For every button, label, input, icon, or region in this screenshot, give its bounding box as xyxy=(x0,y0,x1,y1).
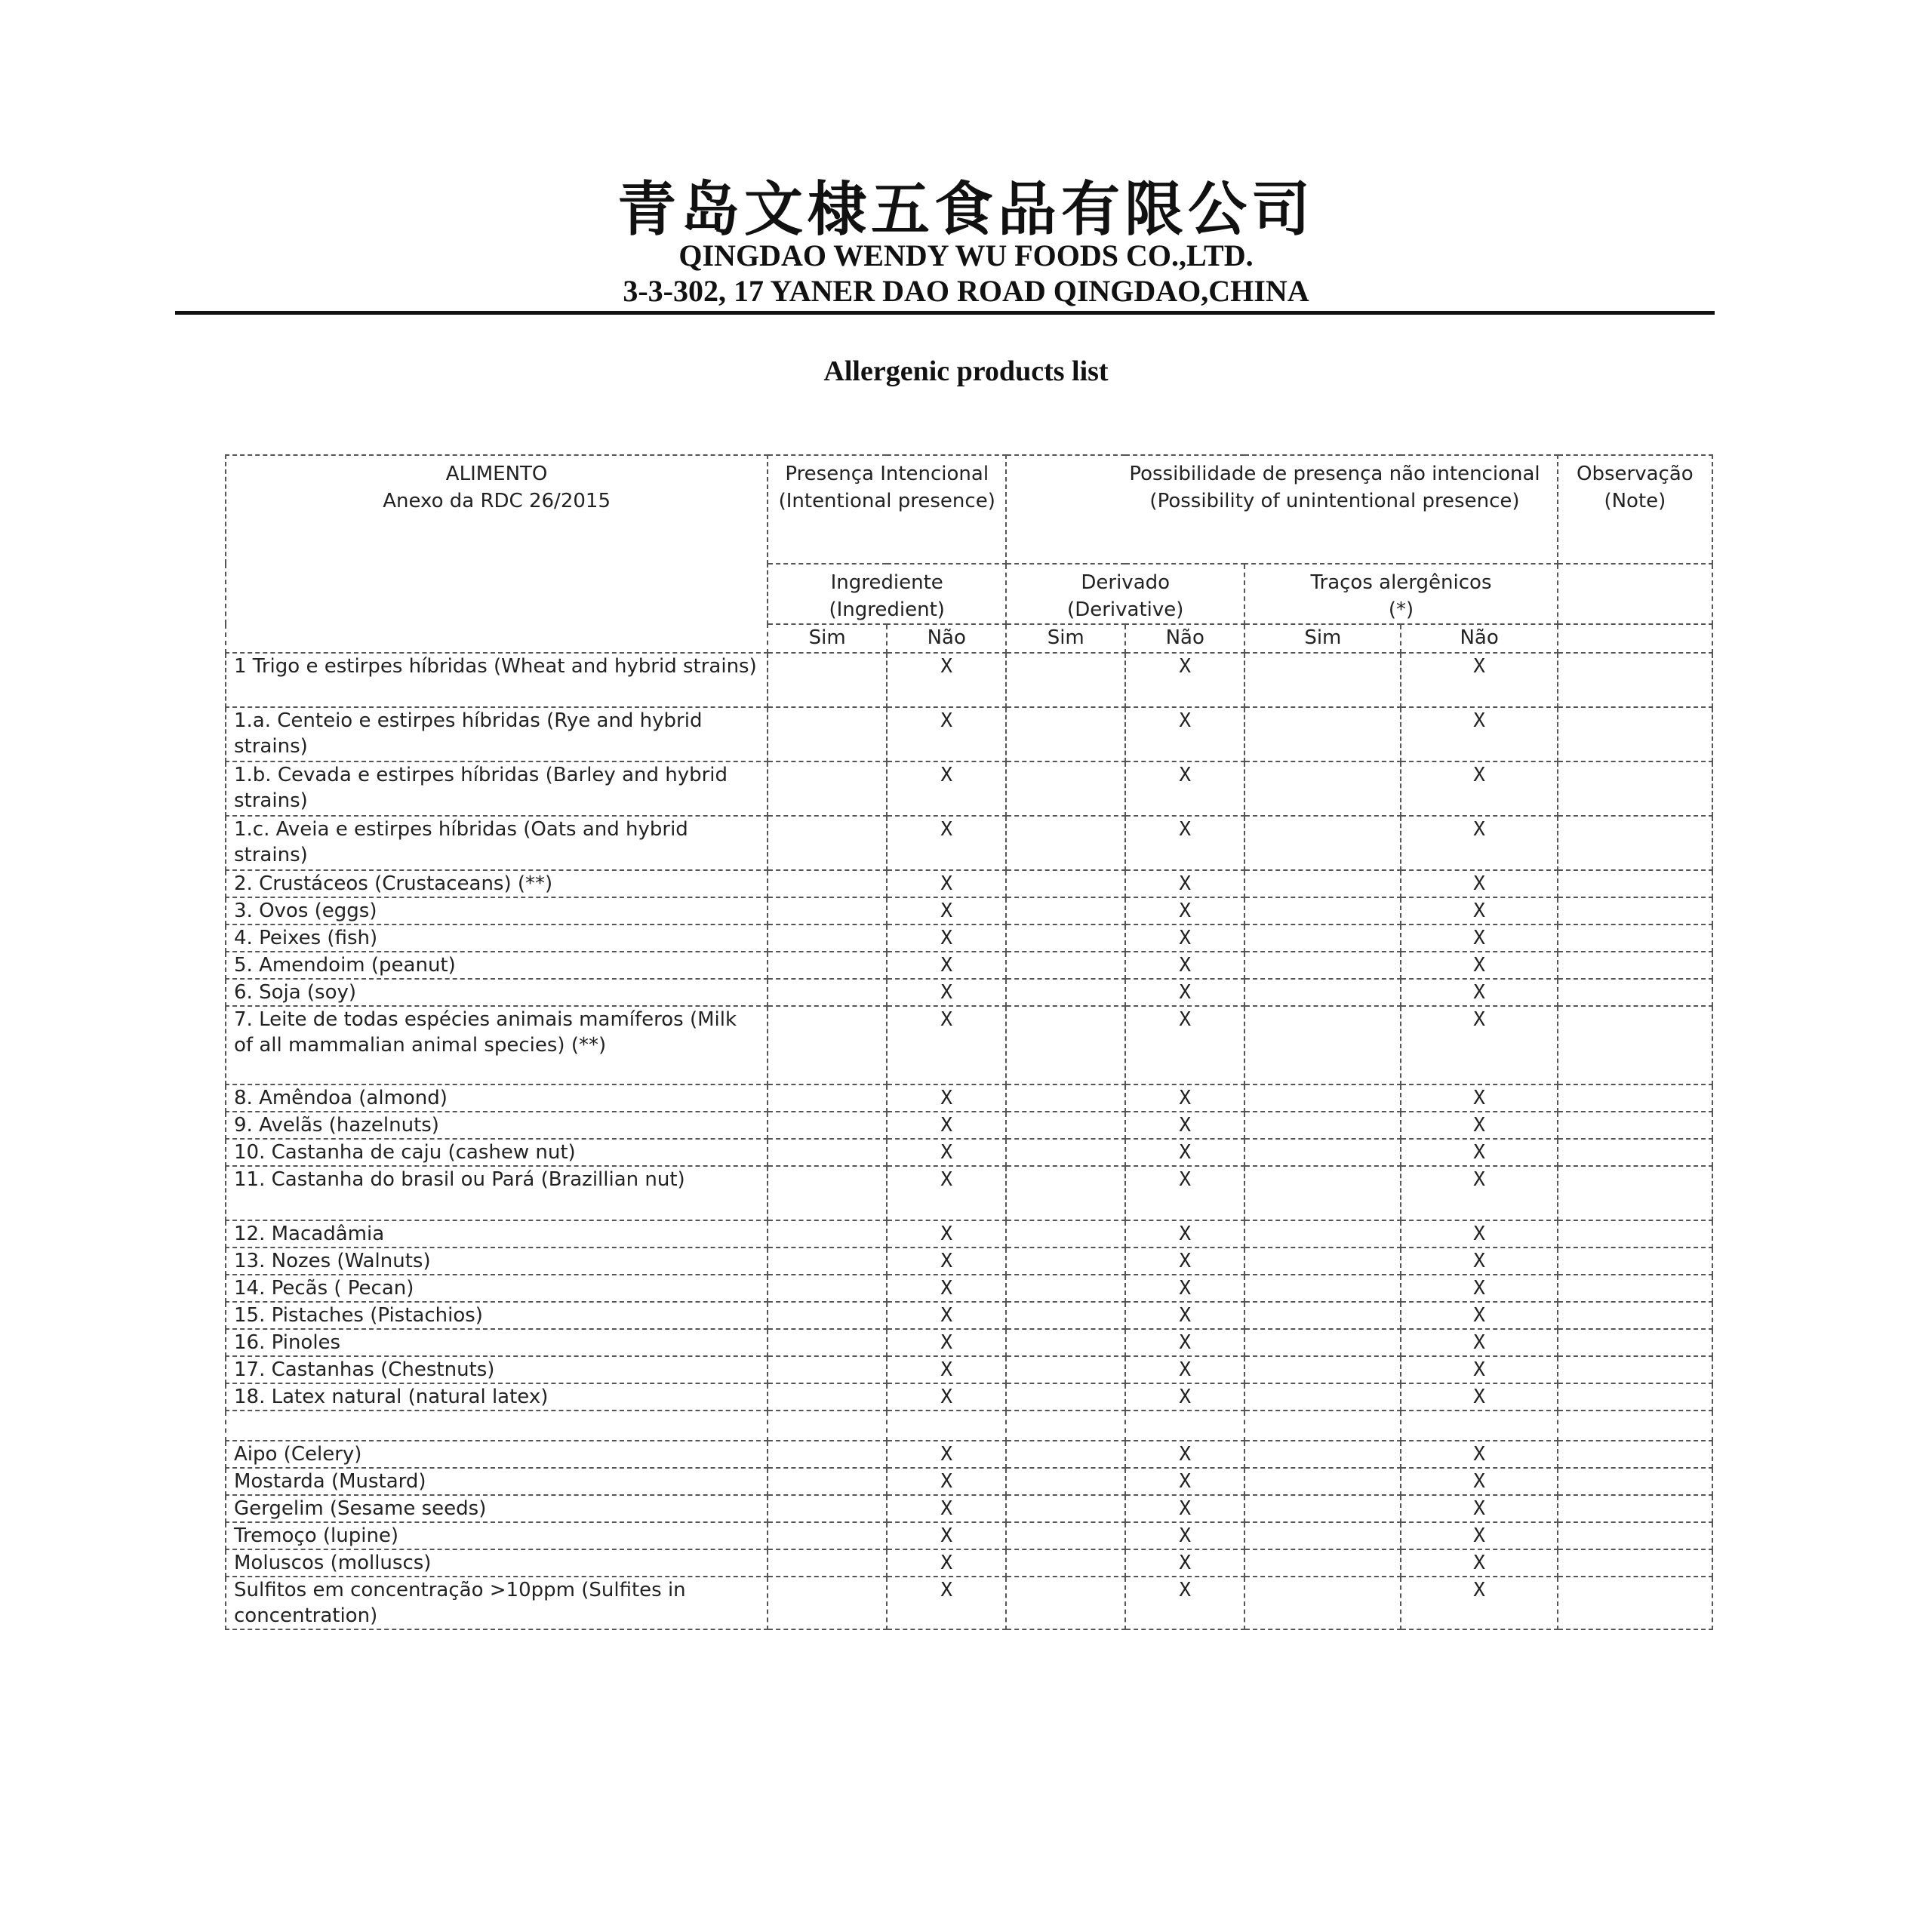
mark-der-nao: X xyxy=(1125,1302,1244,1329)
mark-tr-sim xyxy=(1244,707,1401,761)
food-name: 9. Avelãs (hazelnuts) xyxy=(226,1112,768,1139)
mark-ing-sim xyxy=(768,761,887,816)
mark-der-sim xyxy=(1006,897,1125,924)
mark-der-nao: X xyxy=(1125,816,1244,870)
mark-der-sim xyxy=(1006,952,1125,979)
header-derivative-sim: Sim xyxy=(1006,624,1125,653)
allergen-table-body xyxy=(226,653,1712,1629)
mark-tr-sim xyxy=(1244,1084,1401,1112)
note-cell xyxy=(1558,897,1712,924)
mark-tr-nao: X xyxy=(1401,952,1557,979)
header-derivative: Derivado (Derivative) xyxy=(1006,564,1244,624)
mark-ing-nao: X xyxy=(887,870,1006,897)
company-address: 3-3-302, 17 YANER DAO ROAD QINGDAO,CHINA xyxy=(623,274,1309,308)
food-name: 7. Leite de todas espécies animais mamíferos (Milk of all mammalian animal species) (**) xyxy=(226,1006,768,1084)
note-cell xyxy=(1558,1383,1712,1411)
header-derivative-nao: Não xyxy=(1125,624,1244,653)
mark-tr-sim xyxy=(1244,1468,1401,1495)
table-row xyxy=(226,897,1712,924)
mark-der-nao: X xyxy=(1125,870,1244,897)
mark-der-nao: X xyxy=(1125,1495,1244,1522)
mark-tr-nao: X xyxy=(1401,1166,1557,1220)
note-cell xyxy=(1558,1302,1712,1329)
food-name: Mostarda (Mustard) xyxy=(226,1468,768,1495)
mark-ing-nao: X xyxy=(887,1220,1006,1247)
mark-ing-sim xyxy=(768,979,887,1006)
mark-der-nao: X xyxy=(1125,1549,1244,1577)
mark-tr-nao: X xyxy=(1401,1006,1557,1084)
mark-tr-nao: X xyxy=(1401,870,1557,897)
mark-der-nao: X xyxy=(1125,1329,1244,1356)
mark-der-nao: X xyxy=(1125,761,1244,816)
note-cell xyxy=(1558,1495,1712,1522)
mark-ing-nao: X xyxy=(887,1247,1006,1275)
food-name: 12. Macadâmia xyxy=(226,1220,768,1247)
mark-der-nao: X xyxy=(1125,1275,1244,1302)
mark-ing-nao: X xyxy=(887,1139,1006,1166)
note-cell xyxy=(1558,870,1712,897)
mark-ing-sim xyxy=(768,1139,887,1166)
mark-der-nao: X xyxy=(1125,1247,1244,1275)
mark-ing-nao: X xyxy=(887,1441,1006,1468)
note-cell xyxy=(1558,1468,1712,1495)
note-cell xyxy=(1558,1549,1712,1577)
note-cell xyxy=(1558,816,1712,870)
mark-ing-nao: X xyxy=(887,761,1006,816)
mark-der-sim xyxy=(1006,653,1125,707)
food-name: 13. Nozes (Walnuts) xyxy=(226,1247,768,1275)
food-name: 1.b. Cevada e estirpes híbridas (Barley and hybrid strains) xyxy=(226,761,768,816)
mark-tr-sim xyxy=(1244,1383,1401,1411)
food-name: 18. Latex natural (natural latex) xyxy=(226,1383,768,1411)
mark-ing-nao: X xyxy=(887,1383,1006,1411)
note-cell xyxy=(1558,979,1712,1006)
table-row xyxy=(226,1006,1712,1084)
mark-der-nao: X xyxy=(1125,1006,1244,1084)
mark-der-sim xyxy=(1006,1139,1125,1166)
food-name: 3. Ovos (eggs) xyxy=(226,897,768,924)
mark-tr-sim xyxy=(1244,1577,1401,1629)
food-name: 11. Castanha do brasil ou Pará (Brazillian nut) xyxy=(226,1166,768,1220)
header-note-spacer xyxy=(1558,564,1712,624)
mark-der-nao: X xyxy=(1125,897,1244,924)
mark-der-sim xyxy=(1006,1112,1125,1139)
mark-ing-sim xyxy=(768,1220,887,1247)
mark-tr-nao: X xyxy=(1401,816,1557,870)
mark-ing-sim xyxy=(768,1495,887,1522)
mark-der-sim xyxy=(1006,924,1125,952)
mark-ing-sim xyxy=(768,1549,887,1577)
table-row xyxy=(226,1220,1712,1247)
mark-tr-nao: X xyxy=(1401,1522,1557,1549)
note-cell xyxy=(1558,952,1712,979)
mark-tr-sim xyxy=(1244,816,1401,870)
note-cell xyxy=(1558,1275,1712,1302)
table-row xyxy=(226,1411,1712,1441)
mark-tr-nao: X xyxy=(1401,979,1557,1006)
mark-tr-nao: X xyxy=(1401,1495,1557,1522)
food-name: Aipo (Celery) xyxy=(226,1441,768,1468)
mark-der-sim xyxy=(1006,1549,1125,1577)
table-row xyxy=(226,870,1712,897)
mark-der-sim xyxy=(1006,1275,1125,1302)
table-row xyxy=(226,707,1712,761)
table-row xyxy=(226,1522,1712,1549)
mark-der-nao: X xyxy=(1125,924,1244,952)
mark-der-sim xyxy=(1006,1302,1125,1329)
mark-der-sim xyxy=(1006,1329,1125,1356)
note-cell xyxy=(1558,1577,1712,1629)
mark-tr-nao: X xyxy=(1401,924,1557,952)
mark-tr-sim xyxy=(1244,1275,1401,1302)
company-name-english: QINGDAO WENDY WU FOODS CO.,LTD. xyxy=(678,238,1254,272)
mark-tr-nao: X xyxy=(1401,1247,1557,1275)
mark-tr-sim xyxy=(1244,979,1401,1006)
mark-ing-nao: X xyxy=(887,1329,1006,1356)
mark-der-nao: X xyxy=(1125,1356,1244,1383)
mark-ing-nao: X xyxy=(887,1468,1006,1495)
mark-der-sim xyxy=(1006,1247,1125,1275)
header-traces-sim: Sim xyxy=(1244,624,1401,653)
mark-ing-sim xyxy=(768,1522,887,1549)
mark-ing-sim xyxy=(768,1356,887,1383)
mark-der-nao: X xyxy=(1125,1166,1244,1220)
mark-ing-nao: X xyxy=(887,1495,1006,1522)
mark-ing-nao: X xyxy=(887,1275,1006,1302)
food-name: 1.a. Centeio e estirpes híbridas (Rye and hybrid strains) xyxy=(226,707,768,761)
mark-ing-nao: X xyxy=(887,1356,1006,1383)
mark-tr-sim xyxy=(1244,1522,1401,1549)
mark-der-sim xyxy=(1006,1577,1125,1629)
mark-tr-nao: X xyxy=(1401,1356,1557,1383)
table-row xyxy=(226,1495,1712,1522)
mark-der-nao: X xyxy=(1125,979,1244,1006)
mark-tr-sim xyxy=(1244,1356,1401,1383)
mark-tr-sim xyxy=(1244,1329,1401,1356)
mark-tr-nao: X xyxy=(1401,707,1557,761)
note-cell xyxy=(1558,1247,1712,1275)
mark-der-sim xyxy=(1006,707,1125,761)
note-cell xyxy=(1558,707,1712,761)
mark-ing-nao: X xyxy=(887,1084,1006,1112)
food-name: Tremoço (lupine) xyxy=(226,1522,768,1549)
food-name: Sulfitos em concentração >10ppm (Sulfites in concentration) xyxy=(226,1577,768,1629)
mark-der-sim xyxy=(1006,1495,1125,1522)
table-row xyxy=(226,1139,1712,1166)
table-row xyxy=(226,1275,1712,1302)
mark-tr-nao: X xyxy=(1401,897,1557,924)
mark-der-nao xyxy=(1125,1411,1244,1441)
mark-tr-nao: X xyxy=(1401,1441,1557,1468)
note-cell xyxy=(1558,1084,1712,1112)
mark-ing-nao: X xyxy=(887,1522,1006,1549)
mark-tr-sim xyxy=(1244,1139,1401,1166)
table-row xyxy=(226,1577,1712,1629)
mark-ing-sim xyxy=(768,1006,887,1084)
mark-der-nao: X xyxy=(1125,1084,1244,1112)
mark-der-nao: X xyxy=(1125,952,1244,979)
mark-ing-nao: X xyxy=(887,1302,1006,1329)
mark-ing-sim xyxy=(768,924,887,952)
mark-der-sim xyxy=(1006,1441,1125,1468)
table-row xyxy=(226,1166,1712,1220)
mark-tr-sim xyxy=(1244,870,1401,897)
mark-ing-nao: X xyxy=(887,897,1006,924)
note-cell xyxy=(1558,1441,1712,1468)
mark-ing-nao: X xyxy=(887,1577,1006,1629)
food-name: 1.c. Aveia e estirpes híbridas (Oats and hybrid strains) xyxy=(226,816,768,870)
mark-der-sim xyxy=(1006,1411,1125,1441)
mark-ing-sim xyxy=(768,1112,887,1139)
note-cell xyxy=(1558,761,1712,816)
mark-ing-sim xyxy=(768,1275,887,1302)
mark-ing-nao: X xyxy=(887,707,1006,761)
mark-tr-sim xyxy=(1244,761,1401,816)
header-traces: Traços alergênicos (*) xyxy=(1244,564,1558,624)
header-ingredient-nao: Não xyxy=(887,624,1006,653)
mark-der-nao: X xyxy=(1125,1522,1244,1549)
mark-ing-sim xyxy=(768,653,887,707)
table-row xyxy=(226,1468,1712,1495)
mark-ing-nao: X xyxy=(887,979,1006,1006)
mark-ing-sim xyxy=(768,1302,887,1329)
mark-tr-sim xyxy=(1244,952,1401,979)
header-note: Observação (Note) xyxy=(1558,455,1712,564)
mark-der-nao: X xyxy=(1125,707,1244,761)
food-name xyxy=(226,1411,768,1441)
mark-tr-sim xyxy=(1244,1302,1401,1329)
table-row xyxy=(226,1302,1712,1329)
note-cell xyxy=(1558,1006,1712,1084)
mark-tr-nao: X xyxy=(1401,1220,1557,1247)
mark-der-nao: X xyxy=(1125,1468,1244,1495)
mark-ing-sim xyxy=(768,1468,887,1495)
mark-tr-nao: X xyxy=(1401,1112,1557,1139)
mark-tr-sim xyxy=(1244,1166,1401,1220)
mark-tr-sim xyxy=(1244,1549,1401,1577)
mark-der-nao: X xyxy=(1125,653,1244,707)
table-row xyxy=(226,816,1712,870)
table-row xyxy=(226,1084,1712,1112)
mark-tr-sim xyxy=(1244,653,1401,707)
mark-tr-nao: X xyxy=(1401,1275,1557,1302)
mark-der-sim xyxy=(1006,1220,1125,1247)
mark-der-sim xyxy=(1006,761,1125,816)
header-note-spacer-2 xyxy=(1558,624,1712,653)
food-name: 15. Pistaches (Pistachios) xyxy=(226,1302,768,1329)
mark-ing-sim xyxy=(768,816,887,870)
table-row xyxy=(226,952,1712,979)
header-ingredient: Ingrediente (Ingredient) xyxy=(768,564,1006,624)
mark-ing-sim xyxy=(768,1577,887,1629)
note-cell xyxy=(1558,924,1712,952)
mark-der-sim xyxy=(1006,979,1125,1006)
mark-ing-nao: X xyxy=(887,924,1006,952)
mark-der-sim xyxy=(1006,870,1125,897)
mark-der-sim xyxy=(1006,1166,1125,1220)
allergen-table xyxy=(225,454,1713,1630)
food-name: 17. Castanhas (Chestnuts) xyxy=(226,1356,768,1383)
mark-ing-sim xyxy=(768,1166,887,1220)
food-name: 14. Pecãs ( Pecan) xyxy=(226,1275,768,1302)
mark-tr-sim xyxy=(1244,1006,1401,1084)
table-row xyxy=(226,924,1712,952)
mark-der-sim xyxy=(1006,1084,1125,1112)
note-cell xyxy=(1558,653,1712,707)
document-title: Allergenic products list xyxy=(823,355,1109,387)
mark-der-nao: X xyxy=(1125,1383,1244,1411)
mark-der-nao: X xyxy=(1125,1139,1244,1166)
header-food: ALIMENTO Anexo da RDC 26/2015 xyxy=(226,455,768,653)
mark-ing-sim xyxy=(768,1441,887,1468)
mark-tr-sim xyxy=(1244,1495,1401,1522)
food-name: 5. Amendoim (peanut) xyxy=(226,952,768,979)
mark-tr-nao: X xyxy=(1401,653,1557,707)
table-row xyxy=(226,1356,1712,1383)
mark-tr-nao: X xyxy=(1401,1549,1557,1577)
food-name: Gergelim (Sesame seeds) xyxy=(226,1495,768,1522)
food-name: 2. Crustáceos (Crustaceans) (**) xyxy=(226,870,768,897)
mark-tr-sim xyxy=(1244,1220,1401,1247)
header-intentional: Presença Intencional (Intentional presence) xyxy=(768,455,1006,564)
letterhead-divider xyxy=(175,311,1715,315)
mark-ing-sim xyxy=(768,952,887,979)
mark-der-sim xyxy=(1006,1383,1125,1411)
mark-tr-nao xyxy=(1401,1411,1557,1441)
mark-der-sim xyxy=(1006,1468,1125,1495)
mark-ing-nao xyxy=(887,1411,1006,1441)
mark-ing-nao: X xyxy=(887,1112,1006,1139)
table-row xyxy=(226,1247,1712,1275)
mark-tr-sim xyxy=(1244,1441,1401,1468)
mark-tr-sim xyxy=(1244,897,1401,924)
table-row xyxy=(226,1383,1712,1411)
mark-ing-sim xyxy=(768,707,887,761)
mark-tr-sim xyxy=(1244,1112,1401,1139)
mark-ing-nao: X xyxy=(887,952,1006,979)
mark-der-sim xyxy=(1006,1522,1125,1549)
mark-ing-sim xyxy=(768,870,887,897)
food-name: Moluscos (molluscs) xyxy=(226,1549,768,1577)
mark-ing-sim xyxy=(768,897,887,924)
header-ingredient-sim: Sim xyxy=(768,624,887,653)
mark-der-sim xyxy=(1006,1356,1125,1383)
mark-ing-nao: X xyxy=(887,1006,1006,1084)
mark-der-nao: X xyxy=(1125,1577,1244,1629)
mark-ing-nao: X xyxy=(887,653,1006,707)
mark-der-sim xyxy=(1006,816,1125,870)
mark-ing-sim xyxy=(768,1383,887,1411)
mark-tr-nao: X xyxy=(1401,1577,1557,1629)
mark-ing-sim xyxy=(768,1084,887,1112)
mark-ing-sim xyxy=(768,1411,887,1441)
mark-tr-sim xyxy=(1244,1411,1401,1441)
mark-tr-nao: X xyxy=(1401,1468,1557,1495)
note-cell xyxy=(1558,1166,1712,1220)
food-name: 10. Castanha de caju (cashew nut) xyxy=(226,1139,768,1166)
note-cell xyxy=(1558,1411,1712,1441)
mark-tr-nao: X xyxy=(1401,1302,1557,1329)
mark-tr-nao: X xyxy=(1401,1139,1557,1166)
mark-ing-nao: X xyxy=(887,1549,1006,1577)
mark-der-nao: X xyxy=(1125,1112,1244,1139)
header-unintentional: Possibilidade de presença não intencional (Possibility of unintentional presence) xyxy=(1006,455,1558,564)
table-row xyxy=(226,1549,1712,1577)
food-name: 16. Pinoles xyxy=(226,1329,768,1356)
header-traces-nao: Não xyxy=(1401,624,1557,653)
mark-tr-sim xyxy=(1244,1247,1401,1275)
mark-der-sim xyxy=(1006,1006,1125,1084)
mark-der-nao: X xyxy=(1125,1441,1244,1468)
table-row xyxy=(226,653,1712,707)
mark-tr-sim xyxy=(1244,924,1401,952)
note-cell xyxy=(1558,1220,1712,1247)
mark-tr-nao: X xyxy=(1401,1084,1557,1112)
food-name: 4. Peixes (fish) xyxy=(226,924,768,952)
food-name: 1 Trigo e estirpes híbridas (Wheat and hybrid strains) xyxy=(226,653,768,707)
mark-ing-sim xyxy=(768,1247,887,1275)
mark-tr-nao: X xyxy=(1401,1329,1557,1356)
mark-ing-sim xyxy=(768,1329,887,1356)
table-row xyxy=(226,979,1712,1006)
note-cell xyxy=(1558,1112,1712,1139)
table-row xyxy=(226,1112,1712,1139)
table-row xyxy=(226,1441,1712,1468)
mark-der-nao: X xyxy=(1125,1220,1244,1247)
mark-ing-nao: X xyxy=(887,1166,1006,1220)
note-cell xyxy=(1558,1139,1712,1166)
food-name: 8. Amêndoa (almond) xyxy=(226,1084,768,1112)
mark-ing-nao: X xyxy=(887,816,1006,870)
mark-tr-nao: X xyxy=(1401,1383,1557,1411)
table-row xyxy=(226,761,1712,816)
mark-tr-nao: X xyxy=(1401,761,1557,816)
table-row xyxy=(226,1329,1712,1356)
company-name-chinese: 青岛文棣五食品有限公司 xyxy=(617,175,1315,244)
note-cell xyxy=(1558,1356,1712,1383)
note-cell xyxy=(1558,1329,1712,1356)
food-name: 6. Soja (soy) xyxy=(226,979,768,1006)
note-cell xyxy=(1558,1522,1712,1549)
